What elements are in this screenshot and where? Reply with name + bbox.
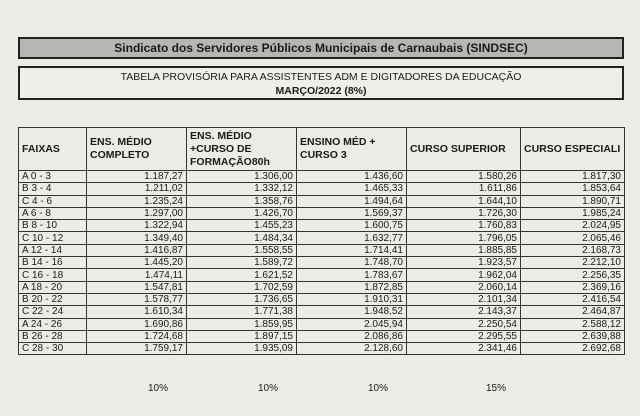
salary-cell: 2.369,16 xyxy=(521,281,625,293)
banner-title: Sindicato dos Servidores Públicos Municipais de Carnaubais (SINDSEC) xyxy=(114,41,528,55)
table-row xyxy=(19,306,625,318)
salary-cell: 1.621,52 xyxy=(187,269,297,281)
footer-pct-3: 10% xyxy=(368,383,389,394)
salary-cell: 1.796,05 xyxy=(407,232,521,244)
salary-cell: 1.760,83 xyxy=(407,220,521,232)
faixa-cell: A 18 - 20 xyxy=(19,281,87,293)
salary-cell: 2.101,34 xyxy=(407,293,521,305)
salary-cell: 1.455,23 xyxy=(187,220,297,232)
salary-cell: 1.547,81 xyxy=(87,281,187,293)
salary-cell: 1.783,67 xyxy=(297,269,407,281)
salary-cell: 1.358,76 xyxy=(187,195,297,207)
salary-cell: 1.853,64 xyxy=(521,183,625,195)
salary-cell: 1.426,70 xyxy=(187,207,297,219)
salary-cell: 1.349,40 xyxy=(87,232,187,244)
salary-cell: 1.578,77 xyxy=(87,293,187,305)
faixa-cell: B 20 - 22 xyxy=(19,293,87,305)
table-row xyxy=(19,281,625,293)
salary-cell: 1.935,09 xyxy=(187,343,297,355)
salary-cell: 2.250,54 xyxy=(407,318,521,330)
salary-cell: 1.726,30 xyxy=(407,207,521,219)
salary-cell: 1.611,86 xyxy=(407,183,521,195)
faixa-cell: A 0 - 3 xyxy=(19,171,87,183)
salary-cell: 2.065,46 xyxy=(521,232,625,244)
header-ens-medio-curso: ENS. MÉDIO +CURSO DE FORMAÇÃO80h xyxy=(187,128,297,171)
salary-cell: 1.558,55 xyxy=(187,244,297,256)
table-row xyxy=(19,343,625,355)
salary-cell: 1.736,65 xyxy=(187,293,297,305)
footer-pct-2: 10% xyxy=(258,383,279,394)
salary-cell: 2.295,55 xyxy=(407,330,521,342)
salary-cell: 1.580,26 xyxy=(407,171,521,183)
table-body xyxy=(19,171,625,355)
salary-cell: 1.817,30 xyxy=(521,171,625,183)
header-ensino-med-curso3: ENSINO MÉD + CURSO 3 xyxy=(297,128,407,171)
salary-cell: 1.610,34 xyxy=(87,306,187,318)
salary-cell: 1.644,10 xyxy=(407,195,521,207)
salary-cell: 2.464,87 xyxy=(521,306,625,318)
footer-pct-1: 10% xyxy=(148,383,169,394)
subtitle-line-1: TABELA PROVISÓRIA PARA ASSISTENTES ADM E DIGITADORES DA EDUCAÇÃO xyxy=(120,71,522,83)
salary-cell: 1.322,94 xyxy=(87,220,187,232)
salary-cell: 1.465,33 xyxy=(297,183,407,195)
salary-cell: 1.714,41 xyxy=(297,244,407,256)
table-row xyxy=(19,195,625,207)
subtitle-line-2: MARÇO/2022 (8%) xyxy=(275,85,367,97)
table-row xyxy=(19,183,625,195)
faixa-cell: C 28 - 30 xyxy=(19,343,87,355)
salary-cell: 1.445,20 xyxy=(87,257,187,269)
salary-cell: 1.985,24 xyxy=(521,207,625,219)
salary-cell: 1.923,57 xyxy=(407,257,521,269)
salary-cell: 2.588,12 xyxy=(521,318,625,330)
salary-cell: 2.639,88 xyxy=(521,330,625,342)
salary-cell: 1.484,34 xyxy=(187,232,297,244)
salary-cell: 1.910,31 xyxy=(297,293,407,305)
salary-cell: 1.235,24 xyxy=(87,195,187,207)
table-row xyxy=(19,293,625,305)
faixa-cell: C 4 - 6 xyxy=(19,195,87,207)
salary-cell: 1.297,00 xyxy=(87,207,187,219)
salary-cell: 1.416,87 xyxy=(87,244,187,256)
salary-cell: 2.692,68 xyxy=(521,343,625,355)
salary-cell: 1.589,72 xyxy=(187,257,297,269)
salary-cell: 1.890,71 xyxy=(521,195,625,207)
faixa-cell: B 14 - 16 xyxy=(19,257,87,269)
salary-cell: 1.872,85 xyxy=(297,281,407,293)
salary-cell: 2.024,95 xyxy=(521,220,625,232)
salary-cell: 2.341,46 xyxy=(407,343,521,355)
salary-cell: 1.436,60 xyxy=(297,171,407,183)
table-row xyxy=(19,330,625,342)
salary-cell: 2.416,54 xyxy=(521,293,625,305)
salary-cell: 1.748,70 xyxy=(297,257,407,269)
header-faixas: FAIXAS xyxy=(19,128,87,171)
table-header-row xyxy=(19,128,625,171)
salary-cell: 2.168,73 xyxy=(521,244,625,256)
salary-cell: 1.759,17 xyxy=(87,343,187,355)
salary-cell: 1.724,68 xyxy=(87,330,187,342)
salary-cell: 2.128,60 xyxy=(297,343,407,355)
faixa-cell: A 12 - 14 xyxy=(19,244,87,256)
table-subtitle-box xyxy=(18,66,624,100)
salary-cell: 1.494,64 xyxy=(297,195,407,207)
header-curso-especiali: CURSO ESPECIALI xyxy=(521,128,625,171)
salary-cell: 1.474,11 xyxy=(87,269,187,281)
faixa-cell: A 6 - 8 xyxy=(19,207,87,219)
faixa-cell: C 16 - 18 xyxy=(19,269,87,281)
salary-cell: 1.897,15 xyxy=(187,330,297,342)
salary-table xyxy=(18,127,625,355)
faixa-cell: B 8 - 10 xyxy=(19,220,87,232)
salary-cell: 1.632,77 xyxy=(297,232,407,244)
header-curso-superior: CURSO SUPERIOR xyxy=(407,128,521,171)
table-row xyxy=(19,171,625,183)
salary-cell: 1.859,95 xyxy=(187,318,297,330)
table-row xyxy=(19,220,625,232)
salary-cell: 1.306,00 xyxy=(187,171,297,183)
union-banner xyxy=(18,37,624,59)
salary-cell: 1.702,59 xyxy=(187,281,297,293)
salary-cell: 1.332,12 xyxy=(187,183,297,195)
salary-cell: 1.600,75 xyxy=(297,220,407,232)
faixa-cell: A 24 - 26 xyxy=(19,318,87,330)
footer-pct-4: 15% xyxy=(486,383,507,394)
header-ens-medio: ENS. MÉDIO COMPLETO xyxy=(87,128,187,171)
table-row xyxy=(19,232,625,244)
faixa-cell: C 10 - 12 xyxy=(19,232,87,244)
faixa-cell: C 22 - 24 xyxy=(19,306,87,318)
faixa-cell: B 26 - 28 xyxy=(19,330,87,342)
table-row xyxy=(19,244,625,256)
salary-cell: 1.948,52 xyxy=(297,306,407,318)
salary-cell: 2.045,94 xyxy=(297,318,407,330)
salary-cell: 1.211,02 xyxy=(87,183,187,195)
table-row xyxy=(19,269,625,281)
salary-cell: 2.086,86 xyxy=(297,330,407,342)
table-row xyxy=(19,318,625,330)
salary-cell: 2.212,10 xyxy=(521,257,625,269)
salary-cell: 1.771,38 xyxy=(187,306,297,318)
salary-cell: 2.060,14 xyxy=(407,281,521,293)
table-row xyxy=(19,257,625,269)
salary-cell: 1.962,04 xyxy=(407,269,521,281)
salary-cell: 1.885,85 xyxy=(407,244,521,256)
salary-cell: 1.187,27 xyxy=(87,171,187,183)
salary-cell: 1.569,37 xyxy=(297,207,407,219)
salary-cell: 2.143,37 xyxy=(407,306,521,318)
salary-cell: 2.256,35 xyxy=(521,269,625,281)
salary-cell: 1.690,86 xyxy=(87,318,187,330)
faixa-cell: B 3 - 4 xyxy=(19,183,87,195)
table-row xyxy=(19,207,625,219)
